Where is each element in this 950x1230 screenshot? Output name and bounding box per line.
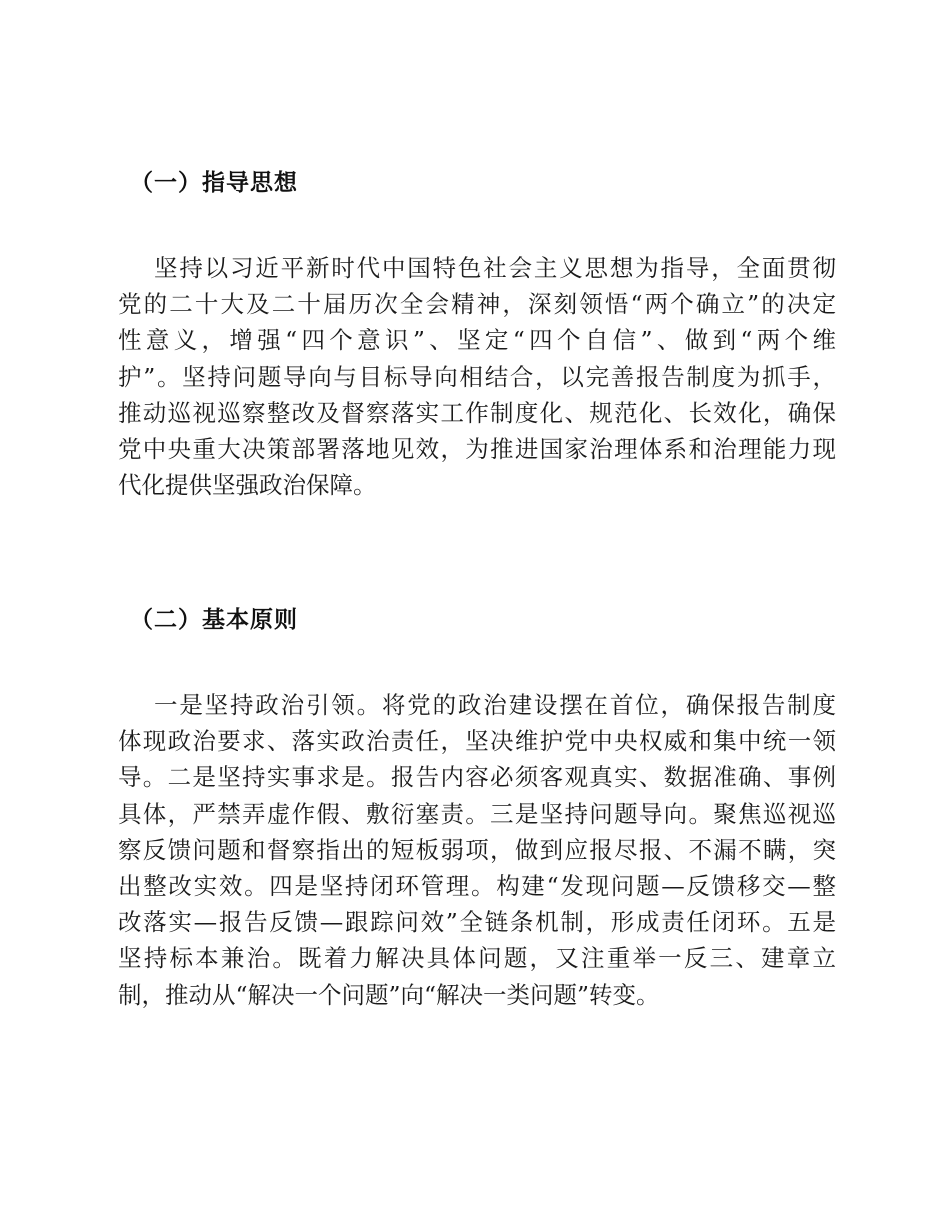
paragraph-line: 推动巡视巡察整改及督察落实工作制度化、规范化、长效化，确保 <box>118 398 836 427</box>
paragraph-line: 改落实—报告反馈—跟踪问效”全链条机制，形成责任闭环。五是 <box>118 908 836 937</box>
paragraph-line: 察反馈问题和督察指出的短板弱项，做到应报尽报、不漏不瞒，突 <box>118 835 836 864</box>
paragraph-line: 出整改实效。四是坚持闭环管理。构建“发现问题—反馈移交—整 <box>118 871 836 900</box>
paragraph-line: 制，推动从“解决一个问题”向“解决一类问题”转变。 <box>118 980 660 1009</box>
section-heading-guiding-ideology: （一）指导思想 <box>130 170 298 196</box>
section-heading-basic-principles: （二）基本原则 <box>130 607 298 633</box>
paragraph-line: 坚持标本兼治。既着力解决具体问题，又注重举一反三、建章立 <box>118 944 836 973</box>
paragraph-line: 导。二是坚持实事求是。报告内容必须客观真实、数据准确、事例 <box>118 763 836 792</box>
paragraph-basic-principles <box>118 687 836 1013</box>
paragraph-line: 具体，严禁弄虚作假、敷衍塞责。三是坚持问题导向。聚焦巡视巡 <box>118 799 836 828</box>
paragraph-line: 护”。坚持问题导向与目标导向相结合，以完善报告制度为抓手， <box>118 362 836 391</box>
paragraph-line: 体现政治要求、落实政治责任，坚决维护党中央权威和集中统一领 <box>118 727 836 756</box>
paragraph-line: 代化提供坚强政治保障。 <box>118 471 377 500</box>
paragraph-guiding-ideology <box>118 250 836 503</box>
paragraph-line: 一是坚持政治引领。将党的政治建设摆在首位，确保报告制度 <box>154 691 836 719</box>
paragraph-line: 党的二十大及二十届历次全会精神，深刻领悟“两个确立”的决定 <box>118 290 836 319</box>
paragraph-line: 党中央重大决策部署落地见效，为推进国家治理体系和治理能力现 <box>118 434 836 463</box>
paragraph-line: 性意义，增强“四个意识”、坚定“四个自信”、做到“两个维 <box>118 326 836 355</box>
paragraph-line: 坚持以习近平新时代中国特色社会主义思想为指导，全面贯彻 <box>154 254 836 282</box>
